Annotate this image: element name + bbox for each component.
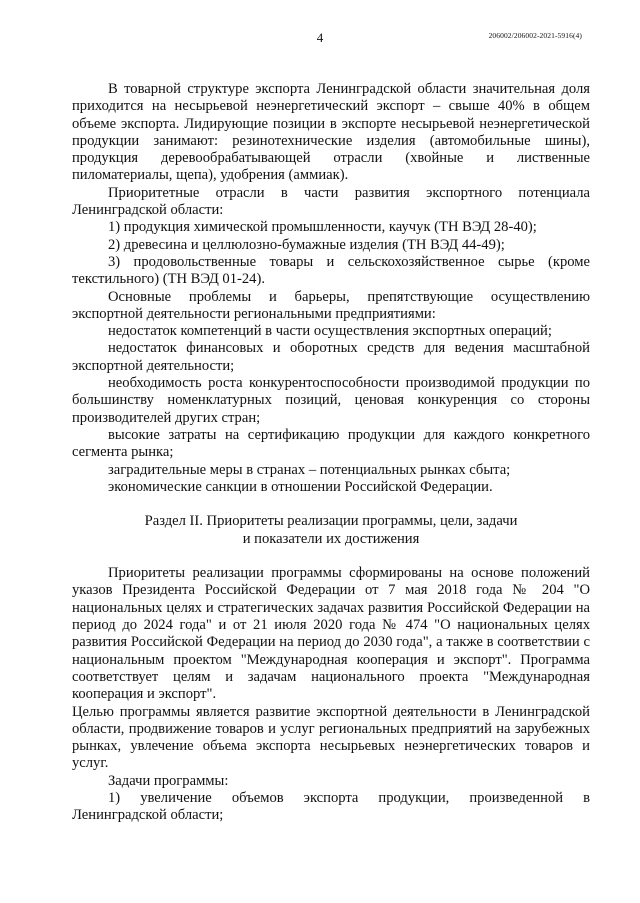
list-item-problem-5: заградительные меры в странах – потенциальных рынках сбыта;	[108, 461, 511, 478]
list-item-problem-6: экономические санкции в отношении Российской Федерации.	[108, 478, 493, 495]
document-body	[72, 81, 590, 825]
list-item-problem-1: недостаток компетенций в части осуществления экспортных операций;	[108, 323, 552, 340]
list-item-problem-4: высокие затраты на сертификацию продукции для каждого конкретного сегмента рынка;	[72, 426, 590, 461]
paragraph-priorities: Приоритеты реализации программы сформированы на основе положений указов Президента Российской Федерации от 7 мая 2018 года № 204 "О национальных целях и стратегических задачах развития Российской Федерации на период до 2024 года" и от 21 июля 2020 года № 474 "О национальных целях развития Российской Федерации на период до 2030 года", а также в соответствии с национальным проектом "Международная кооперация и экспорт". Программа соответствует целям и задачам национального проекта "Международная кооперация и экспорт".	[72, 565, 590, 703]
page-number: 4	[316, 30, 324, 45]
list-item-sector-1: 1) продукция химической промышленности, каучук (ТН ВЭД 28-40);	[108, 219, 537, 236]
spacer	[72, 496, 590, 513]
section-heading-line-2: и показатели их достижения	[242, 530, 420, 547]
list-item-problem-2: недостаток финансовых и оборотных средств для ведения масштабной экспортной деятельности;	[72, 340, 590, 374]
list-item-sector-3: 3) продовольственные товары и сельскохозяйственное сырье (кроме текстильного) (ТН ВЭД 01-24).	[72, 253, 590, 288]
document-id: 206002/206002-2021-5916(4)	[488, 31, 582, 40]
list-item-task-1: 1) увеличение объемов экспорта продукции, произведенной в Ленинградской области;	[72, 789, 590, 824]
paragraph-problems: Основные проблемы и барьеры, препятствующие осуществлению экспортной деятельности региональными предприятиями:	[72, 288, 590, 322]
paragraph-priority-sectors: Приоритетные отрасли в части развития экспортного потенциала Ленинградской области:	[72, 184, 590, 219]
section-heading-line-1: Раздел II. Приоритеты реализации программы, цели, задачи	[144, 513, 518, 530]
paragraph-tasks-heading: Задачи программы:	[108, 772, 229, 789]
list-item-problem-3: необходимость роста конкурентоспособности производимой продукции по большинству номенклатурных позиций, ценовая конкуренция со стороны производителей других стран;	[72, 375, 590, 426]
spacer	[72, 548, 590, 565]
paragraph-export-structure: В товарной структуре экспорта Ленинградской области значительная доля приходится на несырьевой неэнергетический экспорт – свыше 40% в общем объеме экспорта. Лидирующие позиции в экспорте несырьевой неэнергетической продукции занимают: резинотехнические изделия (автомобильные шины), продукция деревообрабатывающей отрасли (хвойные и лиственные пиломатериалы, щепа), удобрения (аммиак).	[72, 81, 590, 184]
paragraph-goal: Целью программы является развитие экспортной деятельности в Ленинградской области, продвижение товаров и услуг региональных предприятий на зарубежных рынках, увлечение объема экспорта несырьевых неэнергетических товаров и услуг.	[72, 703, 590, 772]
list-item-sector-2: 2) древесина и целлюлозно-бумажные изделия (ТН ВЭД 44-49);	[108, 236, 505, 253]
section-heading	[72, 513, 590, 548]
